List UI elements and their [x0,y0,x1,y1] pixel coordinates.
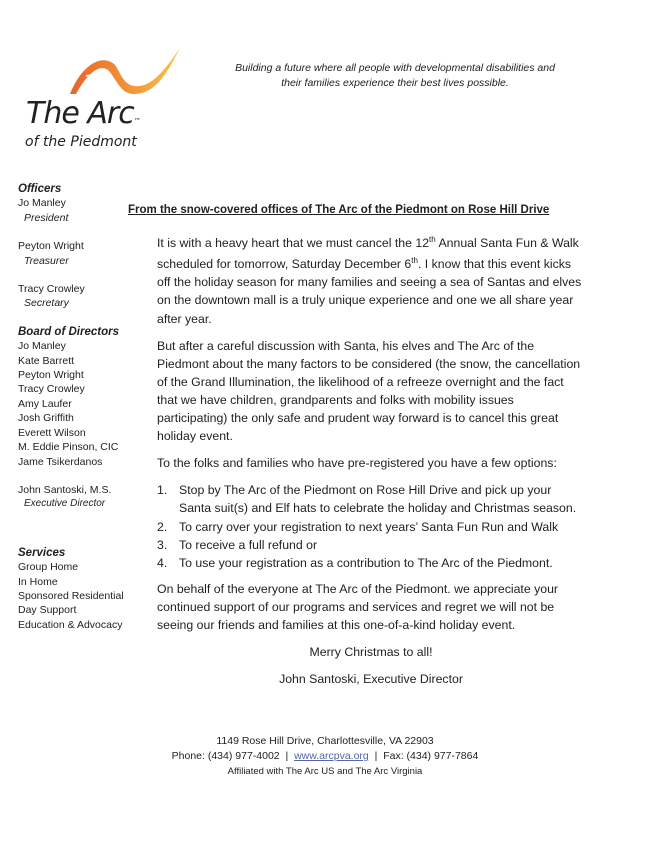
board-member: Jo Manley [18,340,66,353]
closing: Merry Christmas to all! [309,645,433,660]
list-item: 4. To use your registration as a contribution to The Arc of the Piedmont. [157,555,553,570]
service-item: In Home [18,575,58,588]
board-member: Tracy Crowley [18,383,85,396]
officer-name: Jo Manley [18,197,66,210]
board-member: Everett Wilson [18,426,86,439]
board-member: Peyton Wright [18,369,84,382]
paragraph-1: It is with a heavy heart that we must cancel the 12th Annual Santa Fun & Walk scheduled for tomorrow, Saturday December 6th. I know that this event kicks off the holiday season for many families and seeing a sea of Santas and elves on the downtown mall is a truly unique experience and one we all share year after year. [157,235,582,326]
tagline: Building a future where all people with developmental disabilities and their families experience their best lives possible. [235,62,555,89]
director-role: Executive Director [24,498,106,510]
services-heading: Services [18,546,66,559]
logo-title: The Arc™ [26,96,140,131]
options-list [157,481,585,571]
separator: | [374,750,378,762]
signature: John Santoski, Executive Director [279,672,463,687]
service-item: Group Home [18,561,79,574]
website-link[interactable]: www.arcpva.org [294,750,369,762]
director-name: John Santoski, M.S. [18,483,112,496]
list-item: 1. Stop by The Arc of the Piedmont on Rose Hill Drive and pick up your Santa suit(s) and Elf hats to celebrate the holiday and Christmas season. [157,483,577,516]
board-member: Jame Tsikerdanos [18,455,103,468]
letter-headline: From the snow-covered offices of The Arc of the Piedmont on Rose Hill Drive [128,204,550,216]
officer-role: Secretary [24,297,69,310]
paragraph-2: But after a careful discussion with Santa, his elves and The Arc of the Piedmont about the many factors to be considered (the snow, the cancellation of the Grand Illumination, the likelihood of a refreeze overnight and the fact that we have children, grandparents and folks with mobility issues participating) the only safe and prudent way forward is to cancel this great holiday event. [157,338,581,444]
sidebar [18,182,124,632]
board-member: Kate Barrett [18,354,75,367]
officers-heading: Officers [18,183,62,195]
arc-logo [22,44,192,154]
paragraph-4: On behalf of the everyone at The Arc of the Piedmont. we appreciate your continued support of our programs and services and regret we will not be seeing our friends and families at this one-of-a-kind holiday event. [157,581,559,632]
board-member: Josh Griffith [18,412,74,425]
phone: Phone: (434) 977-4002 [171,750,280,762]
address: 1149 Rose Hill Drive, Charlottesville, VA 22903 [216,735,434,747]
logo-subtitle: of the Piedmont [25,134,137,150]
letter-body [157,231,585,697]
officer-name: Tracy Crowley [18,283,85,296]
list-item: 3. To receive a full refund or [157,537,318,552]
swoosh-icon [62,44,192,104]
board-member: M. Eddie Pinson, CIC [18,441,119,454]
list-item: 2. To carry over your registration to next years’ Santa Fun Run and Walk [157,519,559,534]
fax: Fax: (434) 977-7864 [383,750,479,762]
board-heading: Board of Directors [18,325,119,338]
service-item: Sponsored Residential [18,589,124,602]
board-member: Amy Laufer [18,397,72,410]
separator: | [285,750,289,762]
service-item: Education & Advocacy [18,618,123,631]
footer [0,734,650,779]
service-item: Day Support [18,604,77,617]
paragraph-3: To the folks and families who have pre-registered you have a few options: [157,456,557,471]
officer-role: President [24,211,69,224]
affiliation: Affiliated with The Arc US and The Arc Virginia [227,766,423,777]
officer-name: Peyton Wright [18,240,84,253]
contact-line [0,749,650,764]
officer-role: Treasurer [24,254,69,267]
